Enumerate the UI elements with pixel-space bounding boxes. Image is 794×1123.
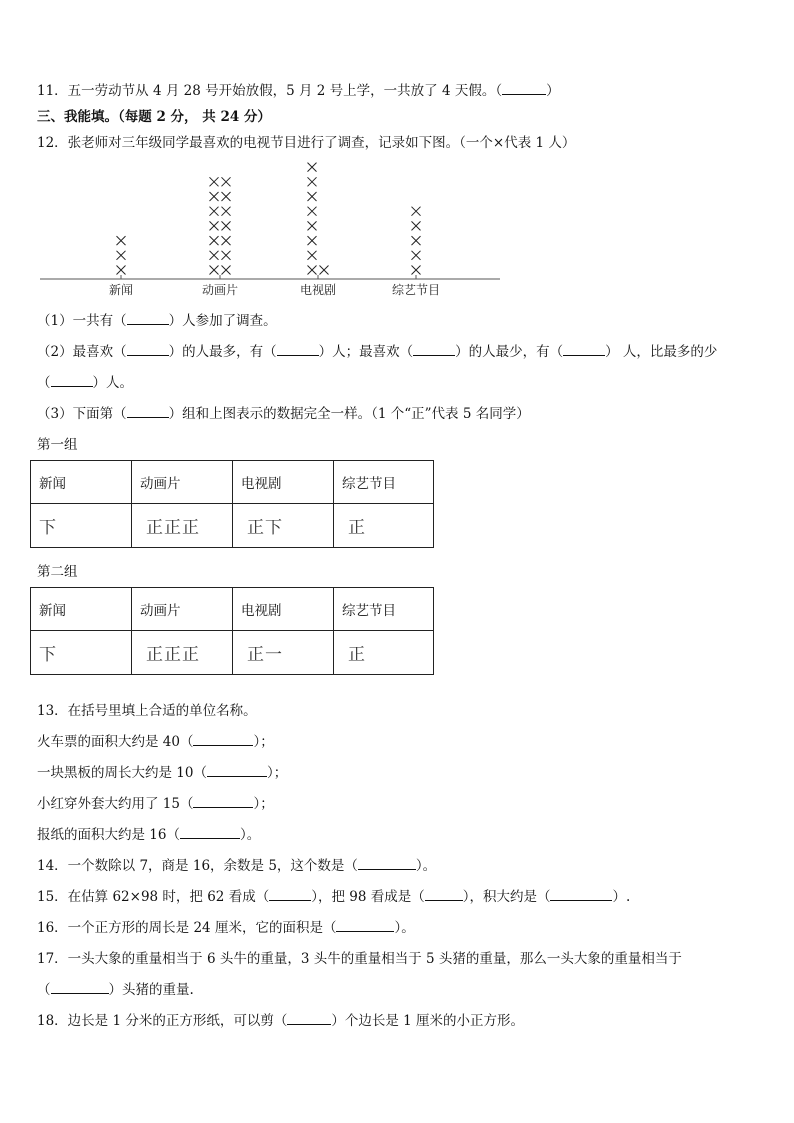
category-label: 电视剧 — [299, 283, 337, 297]
table-header-row — [31, 461, 434, 504]
tally-mark — [308, 236, 317, 245]
tally-mark — [222, 207, 231, 216]
tally-mark — [222, 251, 231, 260]
table-row — [31, 631, 434, 675]
header-cell: 综艺节目 — [334, 588, 434, 631]
tally-mark — [222, 266, 231, 275]
answer-blank[interactable] — [193, 733, 253, 746]
answer-blank[interactable] — [425, 888, 463, 901]
tally-cell: 正正正 — [132, 504, 233, 548]
answer-blank[interactable] — [287, 1012, 331, 1025]
header-cell: 电视剧 — [233, 588, 334, 631]
tally-mark — [412, 221, 421, 230]
answer-blank[interactable] — [193, 795, 253, 808]
group-1-label: 第一组 — [37, 437, 78, 453]
answer-blank[interactable] — [502, 82, 546, 95]
question-13-item: 火车票的面积大约是 40（ ）； — [37, 734, 274, 750]
answer-blank[interactable] — [127, 343, 169, 356]
answer-blank[interactable] — [127, 312, 169, 325]
tally-mark — [117, 251, 126, 260]
header-cell: 综艺节目 — [334, 461, 434, 504]
tally-cell: 正一 — [233, 631, 334, 675]
question-14: 14．一个数除以 7，商是 16，余数是 5，这个数是（ ）。 — [37, 858, 437, 874]
question-13-item: 一块黑板的周长大约是 10（ ）； — [37, 765, 288, 781]
answer-blank[interactable] — [269, 888, 311, 901]
tally-mark — [412, 207, 421, 216]
answer-blank[interactable] — [277, 343, 319, 356]
tally-cell: 正正正 — [132, 631, 233, 675]
tally-mark — [308, 251, 317, 260]
tally-mark — [320, 266, 329, 275]
question-17: 17．一头大象的重量相当于 6 头牛的重量，3 头牛的重量相当于 5 头猪的重量，那么一头大象的重量相当于 — [37, 951, 682, 967]
question-12-sub2-cont: （ ）人。 — [37, 375, 133, 391]
tally-mark — [222, 221, 231, 230]
answer-blank[interactable] — [413, 343, 455, 356]
tally-cell: 下 — [31, 504, 132, 548]
header-cell: 新闻 — [31, 461, 132, 504]
answer-blank[interactable] — [336, 919, 394, 932]
tally-mark — [117, 266, 126, 275]
category-label: 动画片 — [201, 283, 239, 297]
group-1-table — [30, 460, 434, 548]
question-13: 13．在括号里填上合适的单位名称。 — [37, 703, 257, 719]
answer-blank[interactable] — [127, 405, 169, 418]
question-12-sub2: （2）最喜欢（ ）的人最多，有（ ）人；最喜欢（ ）的人最少，有（ ） 人，比最多的少 — [37, 344, 718, 360]
question-11: 11．五一劳动节从 4 月 28 号开始放假，5 月 2 号上学，一共放了 4 天假。（ ） — [37, 83, 560, 99]
section-title: 三、我能填。（每题 2 分， 共 24 分） — [37, 109, 271, 125]
category-label: 综艺节目 — [391, 283, 441, 297]
tally-mark — [210, 251, 219, 260]
tally-mark — [308, 177, 317, 186]
tally-cell: 正 — [334, 504, 434, 548]
tally-mark — [210, 207, 219, 216]
header-cell: 动画片 — [132, 588, 233, 631]
tally-dot-chart — [0, 160, 520, 302]
tally-cell: 正下 — [233, 504, 334, 548]
answer-blank[interactable] — [51, 981, 109, 994]
tally-mark — [308, 207, 317, 216]
table-header-row — [31, 588, 434, 631]
question-18: 18．边长是 1 分米的正方形纸，可以剪（ ）个边长是 1 厘米的小正方形。 — [37, 1013, 525, 1029]
group-2-table — [30, 587, 434, 675]
question-16: 16．一个正方形的周长是 24 厘米，它的面积是（ ）。 — [37, 920, 415, 936]
group-2-label: 第二组 — [37, 564, 78, 580]
tally-mark — [210, 221, 219, 230]
tally-mark — [308, 221, 317, 230]
answer-blank[interactable] — [550, 888, 612, 901]
answer-blank[interactable] — [51, 374, 93, 387]
table-row — [31, 504, 434, 548]
tally-mark — [222, 192, 231, 201]
header-cell: 电视剧 — [233, 461, 334, 504]
answer-blank[interactable] — [563, 343, 605, 356]
tally-mark — [308, 192, 317, 201]
tally-mark — [308, 163, 317, 172]
question-17-cont: （ ）头猪的重量. — [37, 982, 194, 998]
question-12-sub3: （3）下面第（ ）组和上图表示的数据完全一样。（1 个“正”代表 5 名同学） — [37, 406, 530, 422]
tally-mark — [210, 192, 219, 201]
tally-mark — [210, 266, 219, 275]
tally-mark — [412, 251, 421, 260]
question-13-item: 报纸的面积大约是 16（ ）。 — [37, 827, 261, 843]
tally-mark — [222, 177, 231, 186]
tally-mark — [117, 236, 126, 245]
header-cell: 动画片 — [132, 461, 233, 504]
tally-mark — [210, 177, 219, 186]
question-15: 15．在估算 62×98 时，把 62 看成（ ），把 98 看成是（ ），积大约是（ ）. — [37, 889, 631, 905]
question-12-sub1: （1）一共有（ ）人参加了调查。 — [37, 313, 277, 329]
tally-mark — [222, 236, 231, 245]
tally-mark — [412, 266, 421, 275]
tally-mark — [210, 236, 219, 245]
header-cell: 新闻 — [31, 588, 132, 631]
category-label: 新闻 — [108, 283, 134, 297]
tally-mark — [308, 266, 317, 275]
tally-cell: 下 — [31, 631, 132, 675]
answer-blank[interactable] — [207, 764, 267, 777]
tally-mark — [412, 236, 421, 245]
question-13-item: 小红穿外套大约用了 15（ ）； — [37, 796, 274, 812]
tally-cell: 正 — [334, 631, 434, 675]
answer-blank[interactable] — [358, 857, 416, 870]
answer-blank[interactable] — [180, 826, 240, 839]
question-12: 12．张老师对三年级同学最喜欢的电视节目进行了调查，记录如下图。（一个×代表 1 人） — [37, 135, 576, 151]
